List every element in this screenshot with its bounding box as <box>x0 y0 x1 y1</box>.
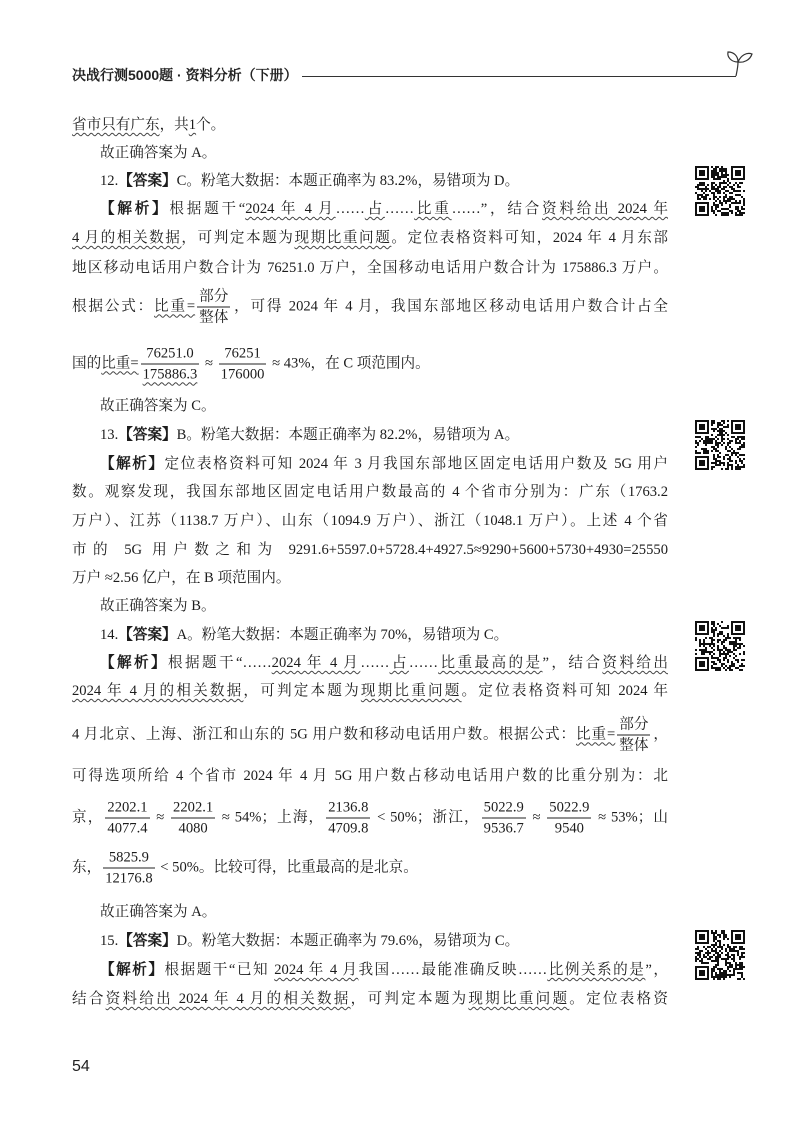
fraction <box>141 345 200 384</box>
emphasized-text: 占 <box>389 655 409 671</box>
answer-line-q14 <box>100 624 668 646</box>
section-label: 【解析】 <box>100 456 165 472</box>
emphasized-text: 现期比重问题 <box>468 991 570 1007</box>
formula-line <box>72 849 668 888</box>
fraction-numerator: 5022.9 <box>547 799 591 819</box>
fraction-denominator: 12176.8 <box>105 870 153 887</box>
running-header-title: 决战行测5000题 · 资料分析（下册） <box>72 67 298 83</box>
text-line <box>100 198 668 220</box>
text-line <box>72 114 668 136</box>
formula-line <box>72 288 668 327</box>
text-run: ，可判定本题为 <box>350 991 469 1007</box>
text-run: 我国……最能准确反映…… <box>358 962 548 978</box>
fraction-numerator: 2202.1 <box>171 799 215 819</box>
text-run: 万户）、江苏（1138.7 万户）、山东（1094.9 万户）、浙江（1048.1 万户）。上述 4 个省 <box>72 513 668 529</box>
emphasized-text: 1 <box>188 117 197 133</box>
fraction-numerator: 部分 <box>617 716 650 736</box>
text-line <box>72 539 668 561</box>
answer-line-q15 <box>100 930 668 952</box>
text-run: 。定位表格资料可知 2024 年 <box>461 683 668 699</box>
qr-code-icon <box>695 621 745 671</box>
text-run: 根据题干“ <box>169 201 246 217</box>
text-run: ≈ <box>151 809 170 826</box>
text-run: 15. <box>100 933 119 949</box>
emphasized-text: 占 <box>364 201 385 217</box>
text-run: ，可判定本题为 <box>181 230 295 246</box>
text-run: ≈ <box>201 355 217 372</box>
text-line <box>100 395 668 417</box>
emphasized-text: 比重 <box>414 201 452 217</box>
text-run: 故正确答案为 A。 <box>100 145 217 161</box>
fraction-denominator: 175886.3 <box>142 366 198 383</box>
fraction <box>617 716 650 755</box>
text-run: B。粉笔大数据：本题正确率为 82.2%，易错项为 A。 <box>176 427 520 443</box>
fraction-numerator: 5825.9 <box>103 849 154 869</box>
fraction-numerator: 2136.8 <box>326 799 370 819</box>
section-label: 【答案】 <box>118 427 177 443</box>
answer-line-q13 <box>100 424 668 446</box>
emphasized-text: 4 月的相关数据 <box>72 230 182 246</box>
text-run: ≈ 53%；山 <box>593 809 668 826</box>
text-run: ，共 <box>159 117 189 133</box>
text-run: 故正确答案为 C。 <box>100 398 216 414</box>
emphasized-text: 2024 年 4 月 <box>271 655 361 671</box>
text-run: 12. <box>100 173 119 189</box>
emphasized-text: 资料给出 2024 年 <box>542 201 668 217</box>
fraction <box>197 288 230 327</box>
fraction-denominator: 整体 <box>619 737 649 754</box>
emphasized-text: 2024 年 4 月 <box>245 201 336 217</box>
header-rule <box>302 76 736 77</box>
text-run: ”，结合 <box>542 655 603 671</box>
emphasized-text: 比重= <box>154 298 196 315</box>
text-run: 万户 ≈2.56 亿户，在 B 项范围内。 <box>72 570 291 586</box>
text-run: …… <box>408 655 439 671</box>
text-run: 根据题干“…… <box>168 655 272 671</box>
text-line <box>72 227 668 249</box>
text-run: 13. <box>100 427 119 443</box>
text-run: 4 月北京、上海、浙江和山东的 5G 用户数和移动电话用户数。根据公式： <box>72 726 577 743</box>
text-run: 市的 5G 用户数之和为 9291.6+5597.0+5728.4+4927.5≈9290+5600+5730+4930=25550 <box>72 542 668 558</box>
emphasized-text: 省市只有广东 <box>72 117 160 133</box>
section-label: 【答案】 <box>118 627 177 643</box>
fraction-denominator: 整体 <box>199 309 229 326</box>
qr-code-icon <box>695 166 745 216</box>
text-run: ，可判定本题为 <box>243 683 361 699</box>
text-line <box>72 567 668 589</box>
fraction <box>171 799 215 838</box>
fraction <box>482 799 526 838</box>
formula-line <box>72 716 668 755</box>
fraction-denominator: 9536.7 <box>483 820 524 837</box>
fraction-numerator: 部分 <box>197 288 230 308</box>
text-run: ， <box>652 726 668 743</box>
text-line <box>72 257 668 279</box>
fraction <box>105 799 149 838</box>
answer-line-q12 <box>100 170 668 192</box>
fraction-numerator: 76251.0 <box>141 345 200 365</box>
fraction <box>219 345 267 384</box>
section-label: 【答案】 <box>118 173 177 189</box>
emphasized-text: 资料给出 2024 年 4 月的相关数据 <box>105 991 351 1007</box>
formula-line <box>72 799 668 838</box>
text-run: 东， <box>72 859 102 876</box>
text-run: ，可得 2024 年 4 月，我国东部地区移动电话用户数合计占全 <box>232 298 668 315</box>
text-run: ≈ <box>527 809 546 826</box>
text-line <box>72 680 668 702</box>
text-run: ≈ 54%；上海， <box>217 809 325 826</box>
section-label: 【解析】 <box>100 201 170 217</box>
text-run: ……”，结合 <box>451 201 543 217</box>
formula-line <box>72 345 668 384</box>
fraction <box>547 799 591 838</box>
text-run: 14. <box>100 627 119 643</box>
text-line <box>100 453 668 475</box>
text-run: …… <box>360 655 390 671</box>
text-run: 。定位表格资 <box>569 991 668 1007</box>
text-run: ”， <box>645 962 668 978</box>
text-run: 故正确答案为 B。 <box>100 598 216 614</box>
text-line <box>100 901 668 923</box>
text-run: D。粉笔大数据：本题正确率为 79.6%，易错项为 C。 <box>176 933 520 949</box>
fraction-numerator: 2202.1 <box>105 799 149 819</box>
text-line <box>100 959 668 981</box>
emphasized-text: 比例关系的是 <box>547 962 646 978</box>
fraction-denominator: 4709.8 <box>328 820 369 837</box>
emphasized-text: 现期比重问题 <box>294 230 392 246</box>
emphasized-text: 比重最高的是 <box>438 655 543 671</box>
section-label: 【答案】 <box>118 933 177 949</box>
text-run: 根据公式： <box>72 298 155 315</box>
text-run: 数。观察发现，我国东部地区固定电话用户数最高的 4 个省市分别为：广东（1763.2 <box>72 484 668 500</box>
text-line <box>100 595 668 617</box>
section-label: 【解析】 <box>100 655 168 671</box>
text-line <box>100 652 668 674</box>
text-line <box>72 988 668 1010</box>
text-run: 定位表格资料可知 2024 年 3 月我国东部地区固定电话用户数及 5G 用户 <box>164 456 668 472</box>
text-run: A。粉笔大数据：本题正确率为 70%，易错项为 C。 <box>176 627 509 643</box>
emphasized-text: 现期比重问题 <box>360 683 462 699</box>
text-line <box>72 481 668 503</box>
text-line <box>72 510 668 532</box>
text-run: ≈ 43%，在 C 项范围内。 <box>268 355 430 372</box>
text-run: 个。 <box>196 117 226 133</box>
emphasized-text: 2024 年 4 月 <box>274 962 359 978</box>
fraction-denominator: 9540 <box>554 820 584 837</box>
fraction-denominator: 176000 <box>220 366 265 383</box>
text-run: …… <box>335 201 365 217</box>
text-run: 故正确答案为 A。 <box>100 904 217 920</box>
emphasized-text: 比重= <box>576 726 616 743</box>
text-run: 结合 <box>72 991 106 1007</box>
text-run: 地区移动电话用户数合计为 76251.0 万户，全国移动电话用户数合计为 175886.3 万户。 <box>72 260 668 276</box>
qr-code-icon <box>695 420 745 470</box>
fraction-denominator: 4077.4 <box>107 820 148 837</box>
text-run: < 50%；浙江， <box>372 809 480 826</box>
text-run: 根据题干“已知 <box>164 962 275 978</box>
text-line <box>100 142 668 164</box>
text-run: 可得选项所给 4 个省市 2024 年 4 月 5G 用户数占移动电话用户数的比重分别为：北 <box>72 768 668 784</box>
text-run: 。定位表格资料可知，2024 年 4 月东部 <box>391 230 668 246</box>
fraction <box>103 849 154 888</box>
fraction <box>326 799 370 838</box>
sprout-icon <box>718 44 754 80</box>
text-run: C。粉笔大数据：本题正确率为 83.2%，易错项为 D。 <box>176 173 520 189</box>
page-number: 54 <box>72 1058 90 1075</box>
fraction-numerator: 5022.9 <box>482 799 526 819</box>
text-run: 京， <box>72 809 104 826</box>
qr-code-icon <box>695 930 745 980</box>
emphasized-text: 2024 年 4 月的相关数据 <box>72 683 244 699</box>
emphasized-text: 资料给出 <box>602 655 668 671</box>
text-run: …… <box>384 201 415 217</box>
fraction-numerator: 76251 <box>219 345 267 365</box>
section-label: 【解析】 <box>100 962 165 978</box>
emphasized-text: 比重= <box>101 355 139 372</box>
text-run: < 50%。比较可得，比重最高的是北京。 <box>156 859 418 876</box>
fraction-denominator: 4080 <box>178 820 208 837</box>
text-run: 国的 <box>72 355 102 372</box>
text-line <box>72 765 668 787</box>
